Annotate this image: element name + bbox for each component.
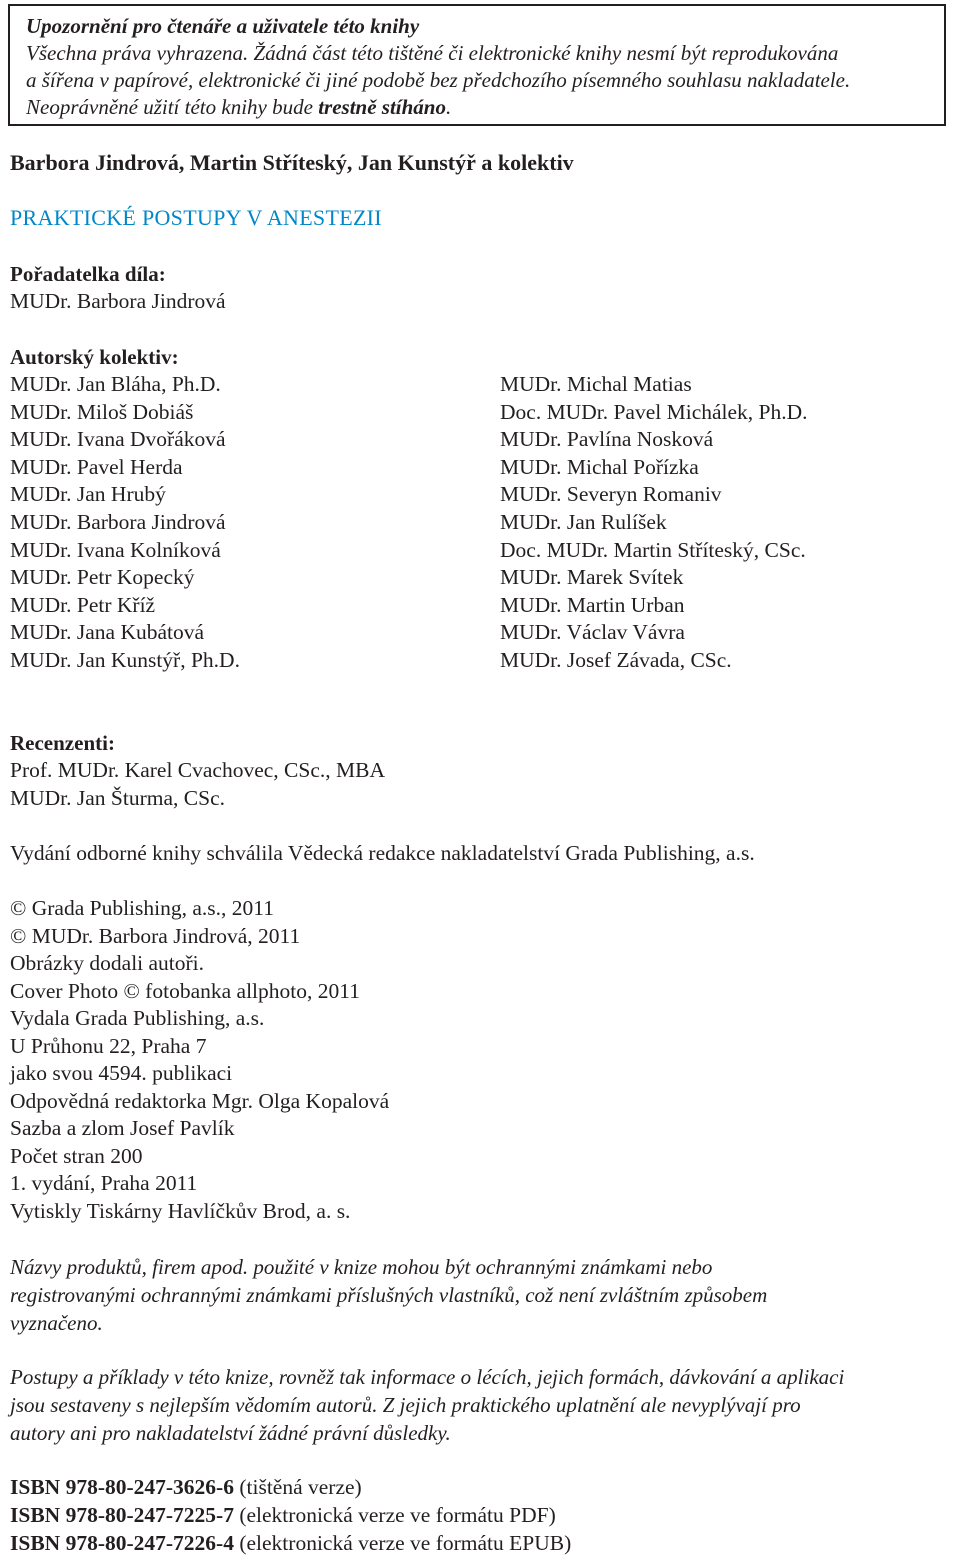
authors-line: Barbora Jindrová, Martin Stříteský, Jan Kunstýř a kolektiv — [10, 150, 574, 175]
author-name: MUDr. Ivana Kolníková — [10, 537, 221, 562]
disclaimer-line: Postupy a příklady v této knize, rovněž tak informace o lécích, jejich formách, dávkování a aplikaci — [10, 1365, 845, 1389]
imprint-line: © MUDr. Barbora Jindrová, 2011 — [10, 923, 301, 948]
trademark-line: Názvy produktů, firem apod. použité v knize mohou být ochrannými známkami nebo — [10, 1255, 713, 1279]
imprint-line: Cover Photo © fotobanka allphoto, 2011 — [10, 978, 360, 1003]
author-name: MUDr. Miloš Dobiáš — [10, 399, 194, 424]
editor-label: Pořadatelka díla: — [10, 262, 166, 286]
imprint-line: Obrázky dodali autoři. — [10, 951, 205, 975]
reviewer-name: MUDr. Jan Šturma, CSc. — [10, 785, 225, 810]
isbn-format-note: (elektronická verze ve formátu EPUB) — [233, 1531, 572, 1555]
trademark-line: registrovanými ochrannými známkami příslušných vlastníků, což není zvláštním způsobem — [10, 1283, 768, 1307]
author-name: Doc. MUDr. Martin Stříteský, CSc. — [500, 537, 806, 562]
author-name: MUDr. Josef Závada, CSc. — [500, 648, 732, 672]
imprint-line: Vytiskly Tiskárny Havlíčkův Brod, a. s. — [10, 1198, 351, 1223]
author-name: MUDr. Martin Urban — [500, 592, 685, 617]
author-name: MUDr. Pavel Herda — [10, 454, 183, 479]
isbn-line — [10, 1503, 556, 1528]
author-name: MUDr. Jan Bláha, Ph.D. — [10, 372, 221, 396]
isbn-number: ISBN 978-80-247-3626-6 — [10, 1475, 234, 1499]
copyright-notice-box — [8, 4, 946, 126]
notice-line: Neoprávněné užití této knihy bude trestně stíháno. — [26, 95, 452, 119]
imprint-line: Vydala Grada Publishing, a.s. — [10, 1006, 265, 1030]
isbn-number: ISBN 978-80-247-7225-7 — [10, 1503, 234, 1527]
isbn-line — [10, 1531, 571, 1556]
imprint-line: Počet stran 200 — [10, 1143, 143, 1168]
approval-note: Vydání odborné knihy schválila Vědecká redakce nakladatelství Grada Publishing, a.s. — [10, 841, 755, 865]
imprint-line: Sazba a zlom Josef Pavlík — [10, 1116, 235, 1140]
author-name: MUDr. Petr Kopecký — [10, 565, 195, 590]
isbn-format-note: (elektronická verze ve formátu PDF) — [233, 1503, 556, 1527]
book-title: PRAKTICKÉ POSTUPY V ANESTEZII — [10, 205, 382, 230]
author-name: MUDr. Michal Matias — [500, 372, 692, 396]
disclaimer-line: autory ani pro nakladatelství žádné právní důsledky. — [10, 1421, 451, 1445]
reviewers-label: Recenzenti: — [10, 731, 115, 755]
isbn-line — [10, 1475, 362, 1500]
imprint-line: © Grada Publishing, a.s., 2011 — [10, 896, 274, 920]
imprint-line: Odpovědná redaktorka Mgr. Olga Kopalová — [10, 1088, 390, 1113]
author-name: Doc. MUDr. Pavel Michálek, Ph.D. — [500, 399, 808, 424]
editor-name: MUDr. Barbora Jindrová — [10, 289, 226, 313]
author-name: MUDr. Jan Hrubý — [10, 482, 166, 507]
author-name: MUDr. Ivana Dvořáková — [10, 427, 226, 452]
author-name: MUDr. Michal Pořízka — [500, 454, 699, 479]
reviewer-name: Prof. MUDr. Karel Cvachovec, CSc., MBA — [10, 758, 386, 782]
trademark-line: vyznačeno. — [10, 1311, 103, 1335]
author-name: MUDr. Václav Vávra — [500, 620, 685, 645]
author-team-label: Autorský kolektiv: — [10, 345, 179, 369]
author-name: MUDr. Pavlína Nosková — [500, 427, 714, 452]
notice-emphasis: trestně stíháno — [318, 95, 446, 119]
imprint-line: U Průhonu 22, Praha 7 — [10, 1033, 207, 1058]
author-name: MUDr. Marek Svítek — [500, 565, 684, 590]
notice-line: Všechna práva vyhrazena. Žádná část této tištěné či elektronické knihy nesmí být reprodukována — [26, 41, 839, 65]
isbn-format-note: (tištěná verze) — [233, 1475, 362, 1499]
notice-line: a šířena v papírové, elektronické či jiné podobě bez předchozího písemného souhlasu nakladatele. — [26, 68, 851, 92]
isbn-number: ISBN 978-80-247-7226-4 — [10, 1531, 234, 1555]
imprint-line: 1. vydání, Praha 2011 — [10, 1171, 198, 1195]
author-name: MUDr. Petr Kříž — [10, 592, 156, 617]
author-name: MUDr. Jan Rulíšek — [500, 510, 667, 534]
author-name: MUDr. Severyn Romaniv — [500, 482, 722, 507]
author-name: MUDr. Jan Kunstýř, Ph.D. — [10, 648, 240, 672]
author-name: MUDr. Barbora Jindrová — [10, 510, 226, 534]
imprint-line: jako svou 4594. publikaci — [10, 1061, 233, 1085]
notice-heading: Upozornění pro čtenáře a uživatele této knihy — [26, 14, 420, 38]
author-name: MUDr. Jana Kubátová — [10, 620, 205, 645]
disclaimer-line: jsou sestaveny s nejlepším vědomím autorů. Z jejich praktického uplatnění ale nevyplývají pro — [10, 1393, 801, 1417]
